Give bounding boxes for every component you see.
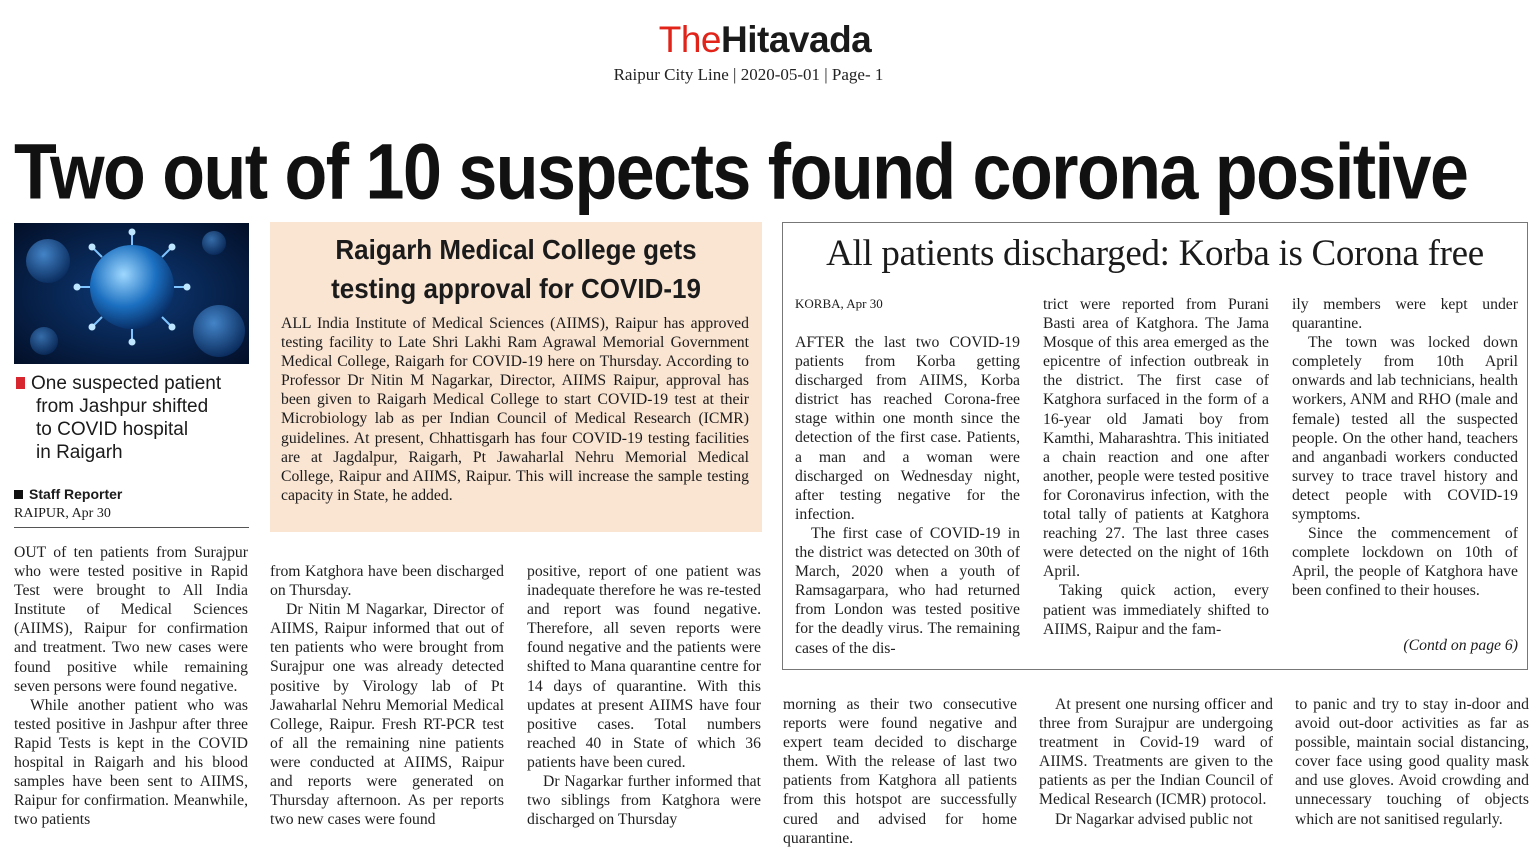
main-story-column-1 [14,543,248,829]
teaser-line: in Raigarh [36,442,123,463]
paragraph: to panic and try to stay in-door and avoid out-door activities as far as possible, maintain social distancing, cover face using good quality mask and use gloves. Avoid crowding and unnecessary touching of objects which are not sanitised regularly. [1295,696,1529,828]
masthead-hitavada: Hitavada [721,19,872,60]
paragraph: OUT of ten patients from Surajpur who were tested positive in Rapid Test were brought to All India Institute of Medical Sciences (AIIMS), Raipur for confirmation and treatment. Two new cases were found positive while remaining seven persons were found negative. [14,544,248,695]
sidebar-body [281,314,749,505]
left-teaser [14,372,249,464]
korba-column-3 [1292,295,1518,601]
page-headline: Two out of 10 suspects found corona positive [14,128,1468,216]
teaser-line: One suspected patient [31,373,222,394]
main-story-column-6 [1295,695,1529,829]
main-story-column-2 [270,562,504,829]
sidebar-headline [270,230,762,308]
paragraph: Since the commencement of complete lockdown on 10th of April, the people of Katghora have been confined to their houses. [1292,525,1518,600]
sidebar-headline-line: Raigarh Medical College gets [335,233,697,266]
paragraph: At present one nursing officer and three from Surajpur are undergoing treatment in Covid-19 ward of AIIMS. Treatments are given to the patients as per the Indian Council of Medical Research (ICMR) protocol. [1039,696,1273,809]
paragraph: Dr Nagarkar further informed that two siblings from Katghora were discharged on Thursday [527,773,761,829]
edition-meta: Raipur City Line | 2020-05-01 | Page- 1 [613,65,884,84]
korba-column-1 [795,333,1020,658]
korba-column-2 [1043,295,1269,639]
coronavirus-image [14,223,249,364]
paragraph: AFTER the last two COVID-19 patients from Korba getting discharged from AIIMS, Korba district has reached Corona-free stage within one month since the detection of the first case. Patients, a man and a woman were discharged on Wednesday night, after testing negative for the infection. [795,334,1020,523]
dateline: RAIPUR, Apr 30 [14,506,111,521]
main-story-column-3 [527,562,761,829]
korba-dateline: KORBA, Apr 30 [795,296,883,311]
teaser-line: to COVID hospital [36,419,189,440]
continued-note: (Contd on page 6) [1403,637,1518,654]
paragraph: The town was locked down completely from 10th April onwards and lab technicians, health workers, ANM and RHO (male and female) tested all the suspected people. On the other hand, teachers and anganbadi workers conducted survey to trace travel history and detect people with COVID-19 symptoms. [1292,334,1518,524]
paragraph: Taking quick action, every patient was immediately shifted to AIIMS, Raipur and the fam- [1043,582,1269,638]
byline [14,486,249,502]
paragraph: Dr Nitin M Nagarkar, Director of AIIMS, Raipur informed that out of ten patients who were brought from Surajpur one was already detected positive by Virology lab of Pt Jawaharlal Nehru Memorial Medical College, Raipur. Fresh RT-PCR test of all the remaining nine patients were conducted at AIIMS, Raipur and reports were generated on Thursday afternoon. As per reports two new cases were found [270,601,504,829]
paragraph: trict were reported from Purani Basti area of Katghora. The Jama Mosque of this area emerged as the epicentre of infection outbreak in the district. The first case of Katghora surfaced in the form of a 16-year old Jamati boy from Kamthi, Maharashtra. This initiated a chain reaction and one after another, people were tested positive for Coronavirus infection, with the total tally of patients at Katghora reaching 27. The last three cases were detected on the night of 16th April. [1043,296,1269,581]
paragraph: from Katghora have been discharged on Thursday. [270,563,504,600]
byline-square-icon [14,490,23,499]
teaser-line: from Jashpur shifted [36,396,209,417]
paragraph: ily members were kept under quarantine. [1292,296,1518,333]
red-square-bullet [16,377,25,389]
paragraph: ALL India Institute of Medical Sciences (AIIMS), Raipur has approved testing facility to Late Shri Lakhi Ram Agrawal Memorial Government Medical College, Raigarh for COVID-19 here on Thursday. According to Professor Dr Nitin M Nagarkar, Director, AIIMS Raipur, approval has been given to Raigarh Medical College to start COVID-19 test at their Microbiology lab as per Indian Council of Medical Research (ICMR) guidelines. At present, Chhattisgarh has four COVID-19 testing facilities are at Jagdalpur, Raigarh, Pt Jawaharlal Nehru Memorial Medical College, Raipur and AIIMS, Raipur. This will increase the sample testing capacity in State, he added. [281,315,749,504]
paragraph: morning as their two consecutive reports were found negative and expert team decided to discharge them. With the release of last two patients from Katghora all patients from this hotspot are successfully cured and advised for home quarantine. [783,696,1017,847]
paragraph: While another patient who was tested positive in Jashpur after three Rapid Tests is kept in the COVID hospital in Raigarh and his blood samples have been sent to AIIMS, Raipur for confirmation. Meanwhile, two patients [14,696,248,829]
paragraph: The first case of COVID-19 in the district was detected on 30th of March, 2020 when a youth of Ramsagarpara, who had returned from London was tested positive for the deadly virus. The remaining cases of the dis- [795,524,1020,657]
main-story-column-5 [1039,695,1273,829]
korba-headline: All patients discharged: Korba is Corona free [826,233,1484,274]
sidebar-headline-line: testing approval for COVID-19 [331,272,701,305]
masthead [0,18,1530,62]
main-story-column-4 [783,695,1017,848]
paragraph: positive, report of one patient was inadequate therefore he was re-tested and report was found negative. Therefore, all seven reports were found negative and the patients were shifted to Mana quarantine centre for 14 days of quarantine. With this updates at present AIIMS have four positive cases. Total numbers reached 40 in State of which 36 patients have been cured. [527,563,761,771]
byline-text: Staff Reporter [29,486,123,502]
divider-rule [14,527,249,528]
paragraph: Dr Nagarkar advised public not [1055,810,1253,828]
masthead-the: The [658,19,722,60]
